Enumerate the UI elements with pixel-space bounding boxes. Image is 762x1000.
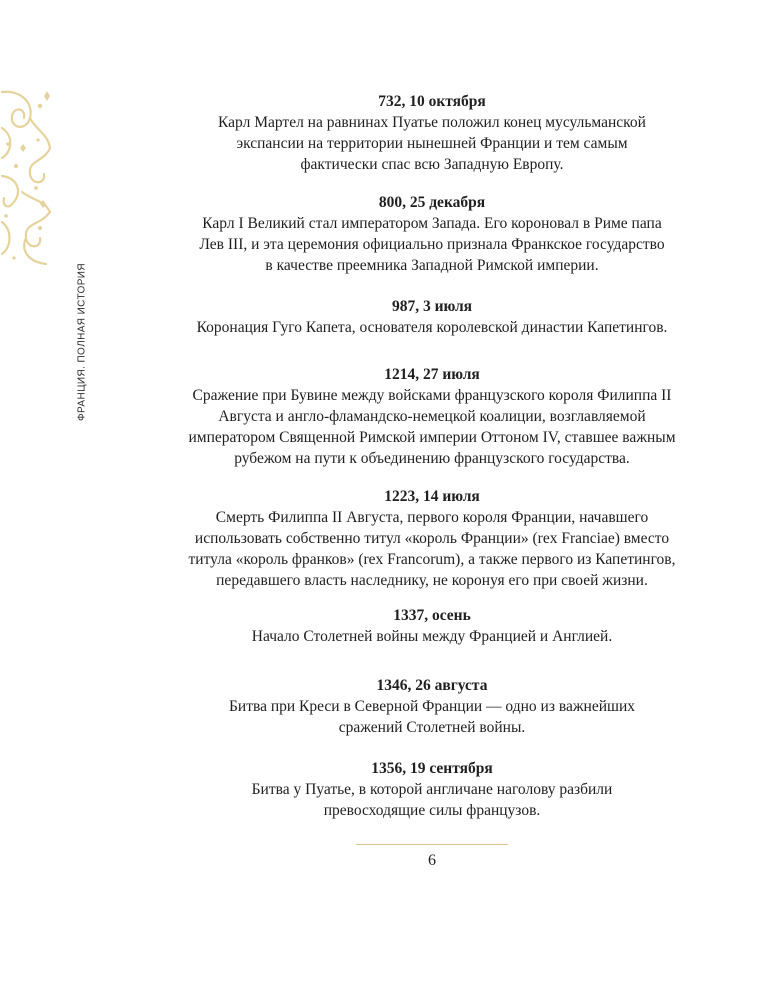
timeline-entry [150, 91, 714, 175]
entry-date: 1337, осень [393, 607, 471, 624]
entry-text-line: использовать собственно титул «король Франции» (rex Franciae) вместо [194, 530, 670, 547]
footer-divider [356, 844, 508, 845]
entry-date: 1214, 27 июля [384, 366, 480, 383]
entry-date: 987, 3 июля [391, 298, 473, 315]
entry-date: 1356, 19 сентября [371, 760, 493, 777]
entry-text-line: рубежом на пути к объединению французского государства. [234, 450, 630, 467]
entry-text-line: Коронация Гуго Капета, основателя королевской династии Капетингов. [196, 319, 668, 336]
entry-text-line: превосходящие силы французов. [323, 802, 541, 819]
entry-text-line: фактически спас всю Западную Европу. [300, 156, 564, 173]
entry-text-line: Смерть Филиппа II Августа, первого короля Франции, начавшего [215, 509, 649, 526]
baroque-scroll-ornament-icon [0, 88, 52, 266]
entry-text-line: императором Священной Римской империи Оттоном IV, ставшее важным [188, 429, 676, 446]
entry-text-line: Августа и англо-фламандско-немецкой коалиции, возглавляемой [218, 408, 646, 425]
entry-text-line: Карл I Великий стал императором Запада. Его короновал в Риме папа [202, 215, 662, 232]
timeline-entry [150, 364, 714, 469]
timeline-entry [150, 675, 714, 738]
entry-text-line: Битва у Пуатье, в которой англичане наголову разбили [251, 781, 613, 798]
entry-text-line: в качестве преемника Западной Римской империи. [265, 257, 599, 274]
entry-text-line: экспансии на территории нынешней Франции и тем самым [236, 135, 628, 152]
entry-text-line: Начало Столетней войны между Францией и Англией. [251, 628, 613, 645]
running-title: ФРАНЦИЯ. ПОЛНАЯ ИСТОРИЯ [76, 263, 88, 421]
entry-date: 1223, 14 июля [384, 488, 480, 505]
entry-text-line: Битва при Креси в Северной Франции — одно из важнейших [229, 698, 635, 715]
entry-date: 1346, 26 августа [376, 677, 488, 694]
timeline-entry [150, 486, 714, 591]
page-number: 6 [428, 852, 436, 869]
timeline-entry [150, 192, 714, 276]
entry-text-line: Карл Мартел на равнинах Пуатье положил конец мусульманской [218, 114, 646, 131]
entry-text-line: титула «король франков» (rex Francorum), а также первого из Капетингов, [188, 551, 676, 568]
timeline-entry [150, 605, 714, 647]
entry-text-line: Сражение при Бувине между войсками французского короля Филиппа II [192, 387, 672, 404]
entry-date: 800, 25 декабря [378, 194, 486, 211]
entry-date: 732, 10 октября [378, 93, 486, 110]
entry-text-line: Лев III, и эта церемония официально признала Франкское государство [199, 236, 665, 253]
timeline-entry [150, 296, 714, 338]
entry-text-line: сражений Столетней войны. [338, 719, 526, 736]
entry-text-line: передавшего власть наследнику, не коронуя его при своей жизни. [216, 572, 648, 589]
timeline-entry [150, 758, 714, 821]
